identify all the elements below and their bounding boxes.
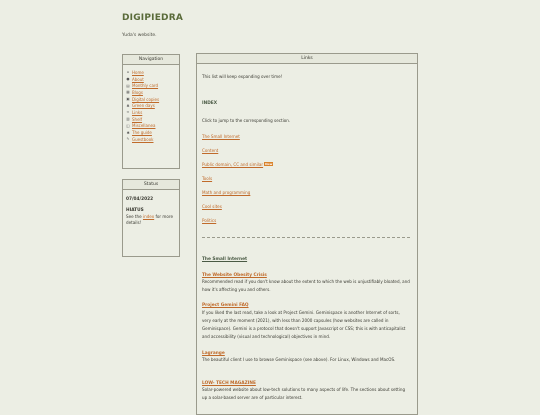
section-divider (202, 237, 410, 238)
status-date: 07/04/2022 (126, 197, 154, 202)
index-link[interactable] (202, 218, 216, 223)
status-header: Status (123, 180, 179, 190)
entry-description: Solar-powered website about low-tech solutions to many aspects of life. The sections about setting up a solar-based server are of particular interest. (202, 387, 406, 400)
nav-item[interactable] (126, 102, 179, 109)
index-heading: INDEX (202, 101, 218, 106)
nav-link[interactable]: The guide (132, 130, 152, 136)
section-heading: The Small Internet (202, 257, 248, 262)
nav-item[interactable] (126, 69, 179, 76)
navigation-panel (122, 54, 180, 169)
status-hiatus: HIATUS (126, 208, 144, 213)
nav-link[interactable]: Home (132, 69, 144, 75)
index-link-label[interactable]: Math and programming (202, 190, 251, 195)
index-link[interactable] (202, 148, 218, 153)
status-panel (122, 179, 180, 257)
nav-link[interactable]: Links (132, 109, 143, 115)
index-link-label[interactable]: Politics (202, 218, 217, 223)
links-header: Links (197, 54, 417, 64)
nav-link[interactable]: Blogs (132, 89, 143, 95)
nav-item[interactable] (126, 76, 179, 83)
new-badge: New (265, 162, 273, 166)
blog-icon: ▦ (126, 90, 130, 95)
nav-link[interactable]: Digital copies (132, 96, 160, 102)
nav-link[interactable]: Guestbook (132, 136, 154, 142)
status-index-link[interactable]: index (142, 214, 155, 219)
shelf-icon: ▥ (126, 117, 130, 122)
pencil-icon: ✎ (126, 137, 130, 142)
entry-title-link[interactable]: LOW- TECH MAGAZINE (202, 381, 256, 386)
entry-description: The beautiful client I use to browse Geminispace (see above). For Linux, Windows and MacOS. (202, 357, 396, 362)
links-panel (196, 53, 418, 415)
nav-item[interactable] (126, 116, 179, 123)
nav-link[interactable]: Shelf (132, 116, 143, 122)
leaf-icon: ♣ (126, 103, 130, 108)
index-link[interactable] (202, 176, 212, 181)
index-link[interactable] (202, 134, 240, 139)
site-subtitle: Yuda's website. (122, 33, 157, 38)
site-title: DIGIPIEDRA (122, 13, 184, 23)
nav-item[interactable] (126, 136, 179, 143)
entry-description: If you liked the last read, take a look at Project Gemini. Geminispace is another Internet of sorts, very early at the moment (2021), with less than 2000 capsules (how websites are called in Geminispace). Gemini is a protocol that doesn't support Javascript or CSS; this is with anticapitalist and accessibility (visual and technological) objectives in mind. (202, 310, 406, 339)
nav-link[interactable]: Monthly card (132, 83, 159, 89)
links-intro: This list will keep expanding over time! (202, 74, 283, 79)
entry-description: Recommended read if you don't know about the extent to which the web is unjustifiably bloated, and how it's affecting you and others. (202, 279, 410, 292)
navigation-header: Navigation (123, 55, 179, 65)
index-link-label[interactable]: Tools (202, 176, 213, 181)
entry-title-link[interactable]: Lagrange (202, 351, 225, 356)
nav-link[interactable]: About (132, 76, 144, 82)
index-link-label[interactable]: Cool sites (202, 204, 222, 209)
nav-link[interactable]: Green days (132, 103, 155, 109)
status-text (126, 214, 175, 226)
index-link[interactable] (202, 162, 273, 167)
link-icon: ∞ (126, 110, 130, 115)
entry-title-link[interactable]: The Website Obesity Crisis (202, 273, 267, 278)
nav-item[interactable] (126, 96, 179, 103)
nav-item[interactable] (126, 109, 179, 116)
index-link-label[interactable]: Content (202, 148, 219, 153)
copies-icon: ▣ (126, 97, 130, 102)
index-intro: Click to jump to the corresponding section. (202, 118, 291, 123)
navigation-list (126, 69, 179, 143)
nav-item[interactable] (126, 129, 179, 136)
nav-item[interactable] (126, 82, 179, 89)
status-text-before: See the (126, 214, 143, 219)
misc-icon: ◫ (126, 123, 130, 128)
index-link-label[interactable]: The Small Internet (202, 134, 240, 139)
entry-title-link[interactable]: Project Gemini FAQ (202, 303, 249, 308)
nav-item[interactable] (126, 123, 179, 130)
index-link[interactable] (202, 204, 222, 209)
nav-item[interactable] (126, 89, 179, 96)
index-link-label[interactable]: Public domain, CC and similar (202, 162, 264, 167)
user-icon: ● (126, 77, 130, 82)
status-text-after: for more details! (126, 214, 174, 225)
index-link[interactable] (202, 190, 250, 195)
nav-link[interactable]: Miscellanea (132, 123, 156, 129)
guide-icon: ✱ (126, 130, 130, 135)
home-icon: ⌂ (126, 70, 130, 75)
card-icon: ▤ (126, 83, 130, 88)
